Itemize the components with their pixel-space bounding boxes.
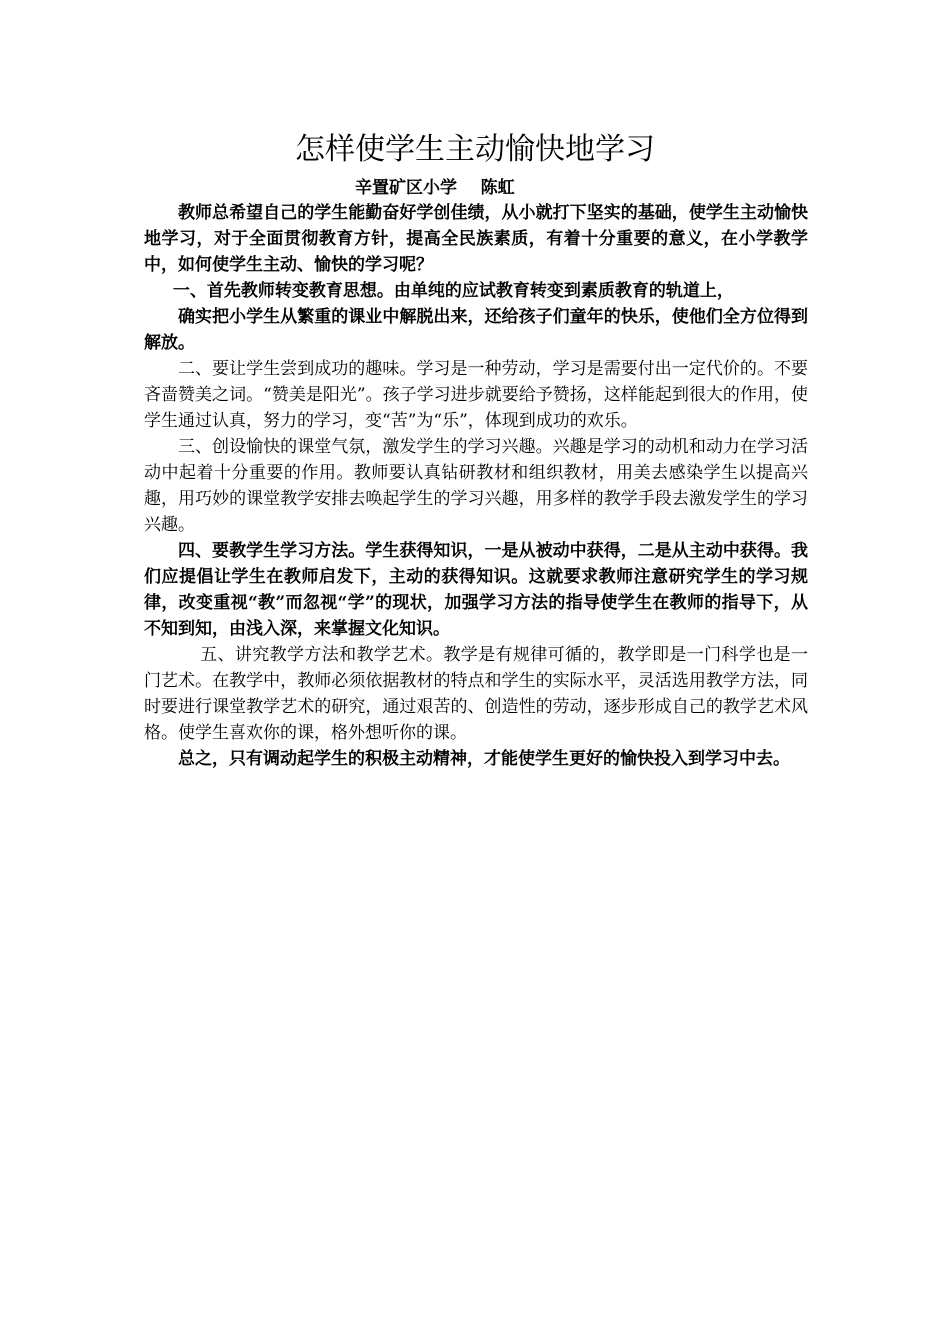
document-body [144,200,808,772]
paragraph-section-1-cont: 确实把小学生从繁重的课业中解脱出来，还给孩子们童年的快乐，使他们全方位得到解放。 [144,307,808,353]
paragraph-section-4: 四、要教学生学习方法。学生获得知识，一是从被动中获得，二是从主动中获得。我们应提倡让学生在教师启发下，主动的获得知识。这就要求教师注意研究学生的学习规律，改变重视“教”而忽视“学”的现状，加强学习方法的指导使学生在教师的指导下，从不知到知，由浅入深，来掌握文化知识。 [144,541,808,639]
paragraph-section-3: 三、创设愉快的课堂气氛，激发学生的学习兴趣。兴趣是学习的动机和动力在学习活动中起着十分重要的作用。教师要认真钻研教材和组织教材，用美去感染学生以提高兴趣，用巧妙的课堂教学安排去唤起学生的学习兴趣，用多样的教学手段去激发学生的学习兴趣。 [144,437,808,535]
paragraph-section-5: 五、讲究教学方法和教学艺术。教学是有规律可循的，教学即是一门科学也是一门艺术。在教学中，教师必须依据教材的特点和学生的实际水平，灵活选用教学方法，同时要进行课堂教学艺术的研究，通过艰苦的、创造性的劳动，逐步形成自己的教学艺术风格。使学生喜欢你的课，格外想听你的课。 [144,645,808,743]
paragraph-conclusion: 总之，只有调动起学生的积极主动精神，才能使学生更好的愉快投入到学习中去。 [178,749,790,769]
document-title: 怎样使学生主动愉快地学习 [295,132,655,167]
paragraph-section-2: 二、要让学生尝到成功的趣味。学习是一种劳动，学习是需要付出一定代价的。不要吝啬赞美之词。“赞美是阳光”。孩子学习进步就要给予赞扬，这样能起到很大的作用，使学生通过认真，努力的学习，变“苦”为“乐”，体现到成功的欢乐。 [144,359,808,431]
paragraph-section-1: 一、首先教师转变教育思想。由单纯的应试教育转变到素质教育的轨道上， [172,281,734,301]
author-byline: 辛置矿区小学 陈虹 [355,178,515,198]
paragraph-intro: 教师总希望自己的学生能勤奋好学创佳绩，从小就打下坚实的基础，使学生主动愉快地学习，对于全面贯彻教育方针，提高全民族素质，有着十分重要的意义，在小学教学中，如何使学生主动、愉快的学习呢？ [144,203,808,275]
